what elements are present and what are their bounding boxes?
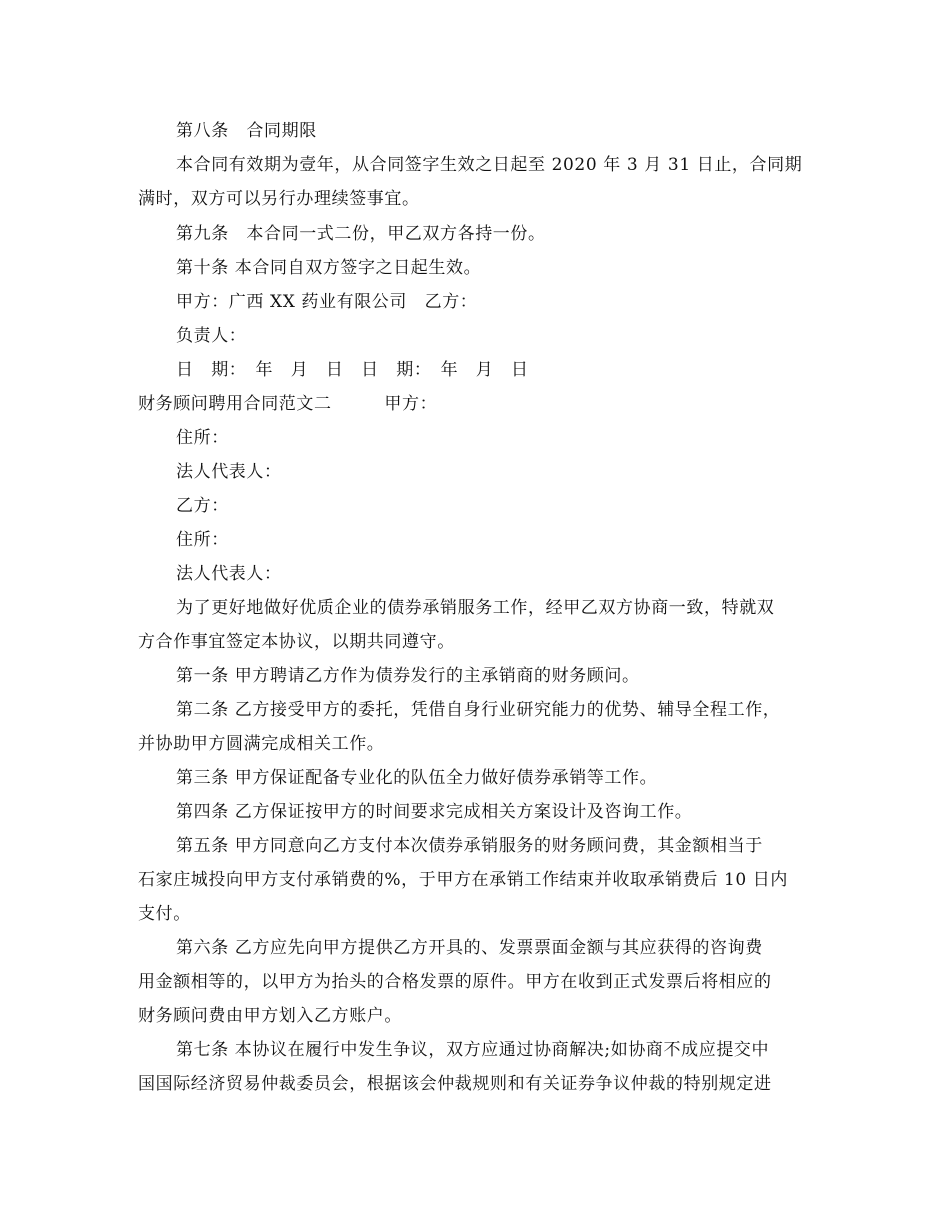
- clause-8-text-continued: 满时，双方可以另行办理续签事宜。: [138, 189, 420, 209]
- article-2-text: 第二条 乙方接受甲方的委托，凭借自身行业研究能力的优势、辅导全程工作，: [176, 700, 781, 720]
- preamble-text: 为了更好地做好优质企业的债券承销服务工作，经甲乙双方协商一致，特就双: [176, 598, 775, 618]
- responsible-person-line: 负责人：: [176, 326, 247, 346]
- clause-10-text: 第十条 本合同自双方签字之日起生效。: [176, 258, 482, 278]
- article-4-text: 第四条 乙方保证按甲方的时间要求完成相关方案设计及咨询工作。: [176, 802, 693, 822]
- party-a-address: 住所：: [176, 428, 229, 448]
- clause-8-heading: 第八条 合同期限: [176, 121, 317, 141]
- party-a-legal-representative: 法人代表人：: [176, 462, 282, 482]
- article-5-text-continued: 石家庄城投向甲方支付承销费的%，于甲方在承销工作结束并收取承销费后 10 日内: [138, 870, 788, 890]
- article-6-text-continued: 用金额相等的，以甲方为抬头的合格发票的原件。甲方在收到正式发票后将相应的: [138, 972, 772, 992]
- party-b-legal-representative: 法人代表人：: [176, 564, 282, 584]
- article-1-text: 第一条 甲方聘请乙方作为债券发行的主承销商的财务顾问。: [176, 666, 640, 686]
- second-contract-title: 财务顾问聘用合同范文二 甲方：: [138, 394, 438, 414]
- article-6-text-end: 财务顾问费由甲方划入乙方账户。: [138, 1006, 402, 1026]
- clause-9-text: 第九条 本合同一式二份，甲乙双方各持一份。: [176, 224, 546, 244]
- article-5-text-end: 支付。: [138, 904, 191, 924]
- article-6-text: 第六条 乙方应先向甲方提供乙方开具的、发票票面金额与其应获得的咨询费: [176, 938, 763, 958]
- preamble-text-continued: 方合作事宜签定本协议，以期共同遵守。: [138, 632, 455, 652]
- article-2-text-continued: 并协助甲方圆满完成相关工作。: [138, 734, 385, 754]
- party-a-b-line: 甲方：广西 XX 药业有限公司 乙方：: [176, 292, 478, 312]
- date-line: 日 期： 年 月 日 日 期： 年 月 日: [176, 360, 529, 380]
- clause-8-text: 本合同有效期为壹年，从合同签字生效之日起至 2020 年 3 月 31 日止，合同期: [176, 155, 803, 175]
- article-7-text: 第七条 本协议在履行中发生争议，双方应通过协商解决;如协商不成应提交中: [176, 1040, 770, 1060]
- party-b-address: 住所：: [176, 530, 229, 550]
- article-7-text-continued: 国国际经济贸易仲裁委员会，根据该会仲裁规则和有关证券争议仲裁的特别规定进: [138, 1074, 772, 1094]
- article-5-text: 第五条 甲方同意向乙方支付本次债券承销服务的财务顾问费，其金额相当于: [176, 836, 763, 856]
- party-b-label: 乙方：: [176, 496, 229, 516]
- article-3-text: 第三条 甲方保证配备专业化的队伍全力做好债券承销等工作。: [176, 768, 658, 788]
